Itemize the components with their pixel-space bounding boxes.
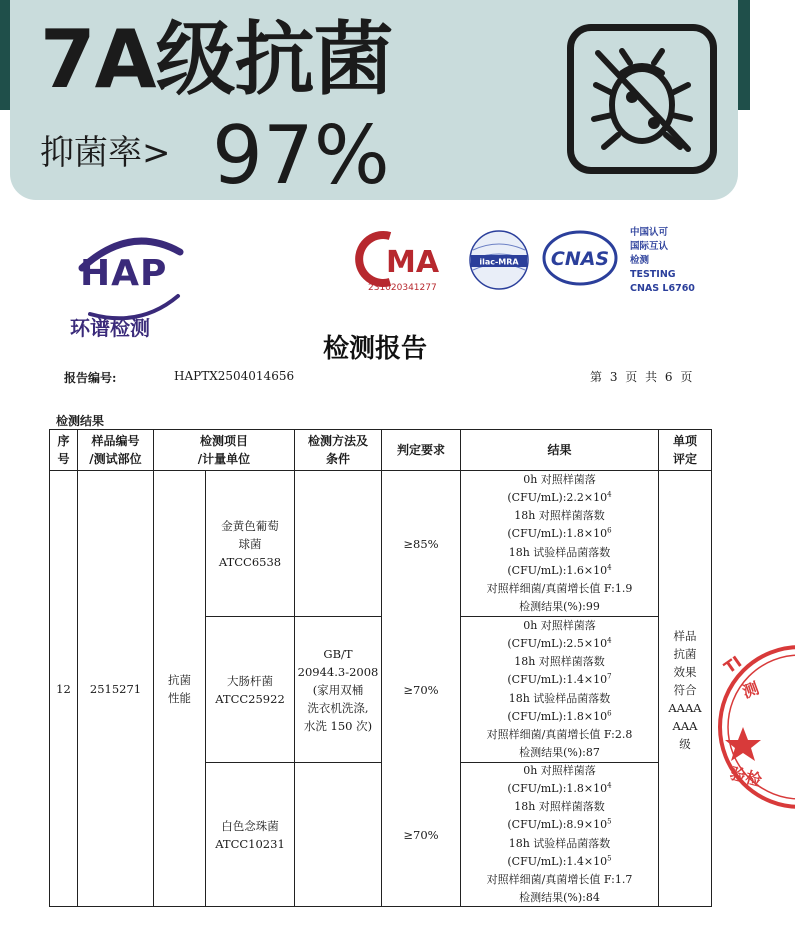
- result-line: 检测结果(%):99: [519, 600, 600, 614]
- header-text: /计量单位: [197, 452, 251, 466]
- stamp-text: 测: [739, 678, 762, 702]
- result-line: $(CFU/mL):8.9\times 10^5$: [507, 817, 612, 832]
- rating-cell: [659, 617, 711, 762]
- result-line: 对照样细菌/真菌增长值 F:1.7: [486, 872, 633, 886]
- result-line: $(CFU/mL):1.8\times 10^6$: [507, 709, 612, 723]
- bacteria-text: 金黄色葡萄: [221, 518, 279, 533]
- bacteria-text: ATCC6538: [218, 554, 282, 569]
- result-line: 对照样细菌/真菌增长值 F:1.9: [486, 581, 633, 595]
- result-line: 18h 对照样菌落数: [514, 655, 605, 669]
- inhibition-rate-label: 抑菌率>: [40, 133, 171, 173]
- header-text: /测试部位: [89, 452, 142, 466]
- result-line: 18h 对照样菌落数: [514, 800, 605, 814]
- bacteria-cell: [206, 617, 294, 762]
- result-cell: [461, 763, 658, 906]
- method-text: 洗衣机洗涤,: [307, 700, 369, 715]
- category-cell: [154, 471, 205, 906]
- result-line: 对照样细菌/真菌增长值 F:2.8: [486, 727, 633, 741]
- method-cell: [295, 617, 381, 762]
- header-requirement: 判定要求: [396, 443, 445, 457]
- accreditation-text: [630, 226, 720, 296]
- result-cell: [461, 617, 658, 762]
- header-seq: [50, 430, 77, 470]
- result-cell: [461, 471, 658, 616]
- header-text: 单项: [672, 434, 697, 448]
- bacteria-text: 白色念珠菌: [221, 818, 279, 833]
- cert-line: TESTING: [630, 269, 676, 280]
- cert-line: 检测: [630, 255, 650, 266]
- seq-cell: 12: [56, 681, 71, 696]
- section-title: 检测结果: [56, 414, 105, 428]
- result-line: 18h 试验样品菌落数: [508, 545, 611, 559]
- rating-text: 级: [679, 736, 691, 751]
- result-line: 检测结果(%):87: [519, 746, 600, 760]
- result-line: $(CFU/mL):2.5\times 10^4$: [507, 636, 612, 650]
- header-sample: [78, 430, 153, 470]
- cma-logo-text: MA: [386, 245, 440, 280]
- header-item: [154, 430, 294, 470]
- inhibition-rate-value: 97%: [212, 109, 390, 202]
- requirement-cell: ≥70%: [403, 682, 439, 697]
- bacteria-text: ATCC10231: [215, 836, 285, 851]
- rating-text: AAAA: [668, 700, 702, 715]
- header-text: 评定: [672, 452, 697, 466]
- bacteria-text: ATCC25922: [215, 691, 285, 706]
- report-number: HAPTX2504014656: [174, 369, 295, 383]
- sample-number-cell: 2515271: [89, 681, 142, 696]
- method-text: GB/T: [323, 646, 353, 661]
- header-text: 样品编号: [91, 434, 140, 448]
- result-line: $(CFU/mL):2.2\times 10^4$: [507, 490, 612, 504]
- result-line: 0h 对照样菌落: [523, 472, 596, 486]
- cma-number: 231020341277: [368, 283, 437, 293]
- report-number-label: 报告编号:: [64, 371, 117, 385]
- bacteria-cell: [206, 471, 294, 616]
- ilac-mra-text: ilac-MRA: [479, 257, 519, 267]
- requirement-cell: ≥70%: [403, 827, 439, 842]
- header-text: 检测项目: [199, 434, 248, 448]
- header-method: [295, 430, 381, 470]
- result-line: $(CFU/mL):1.6\times 10^4$: [507, 563, 612, 577]
- stamp-text: TI: [720, 652, 746, 678]
- page-indicator: 第 3 页 共 6 页: [590, 370, 695, 384]
- stamp-text: 验检: [727, 763, 764, 791]
- ilac-mra-logo: [467, 228, 531, 292]
- result-line: 0h 对照样菌落: [523, 618, 596, 632]
- method-text: 水洗 150 次): [303, 718, 373, 733]
- cert-line: 中国认可: [630, 227, 669, 238]
- header-result: 结果: [547, 443, 572, 457]
- result-line: 检测结果(%):84: [519, 891, 600, 905]
- result-line: 18h 对照样菌落数: [514, 509, 605, 523]
- result-line: $(CFU/mL):1.8\times 10^4$: [507, 781, 612, 795]
- cnas-logo: [542, 230, 618, 286]
- result-line: 18h 试验样品菌落数: [508, 691, 611, 705]
- requirement-cell: ≥85%: [403, 536, 439, 551]
- cert-line: CNAS L6760: [630, 283, 695, 294]
- header-rating: [659, 430, 711, 470]
- rating-text: AAA: [672, 718, 698, 733]
- method-text: 20944.3-2008: [297, 664, 379, 679]
- result-line: $(CFU/mL):1.4\times 10^7$: [507, 672, 612, 687]
- rating-text: 样品: [673, 628, 697, 643]
- rating-text: 效果: [673, 664, 697, 679]
- lab-name: 环谱检测: [70, 316, 150, 340]
- rating-text: 抗菌: [673, 646, 697, 661]
- report-title: 检测报告: [322, 334, 427, 364]
- bacteria-text: 球菌: [238, 536, 262, 551]
- inspection-stamp: [715, 632, 795, 812]
- hap-logo-text: HAP: [80, 253, 168, 294]
- result-line: 0h 对照样菌落: [523, 763, 596, 777]
- method-text: (家用双桶: [312, 682, 364, 697]
- result-line: $(CFU/mL):1.4\times 10^5$: [507, 854, 612, 868]
- header-text: 号: [57, 452, 70, 466]
- header-text: 序: [57, 434, 70, 448]
- result-line: 18h 试验样品菌落数: [508, 836, 611, 850]
- cma-logo: [360, 228, 455, 290]
- headline: 7A级抗菌: [40, 13, 393, 106]
- cnas-text: CNAS: [550, 248, 610, 270]
- header-text: 检测方法及: [307, 434, 368, 448]
- rating-text: 符合: [673, 682, 697, 697]
- bacteria-cell: [206, 763, 294, 906]
- bacteria-text: 大肠杆菌: [227, 673, 273, 688]
- result-line: $(CFU/mL):1.8\times 10^6$: [507, 526, 612, 541]
- cert-line: 国际互认: [630, 241, 669, 252]
- results-table: [49, 429, 712, 907]
- no-bug-icon: [567, 24, 717, 174]
- category-text: 性能: [168, 690, 191, 705]
- category-text: 抗菌: [168, 672, 191, 687]
- header-text: 条件: [325, 452, 350, 466]
